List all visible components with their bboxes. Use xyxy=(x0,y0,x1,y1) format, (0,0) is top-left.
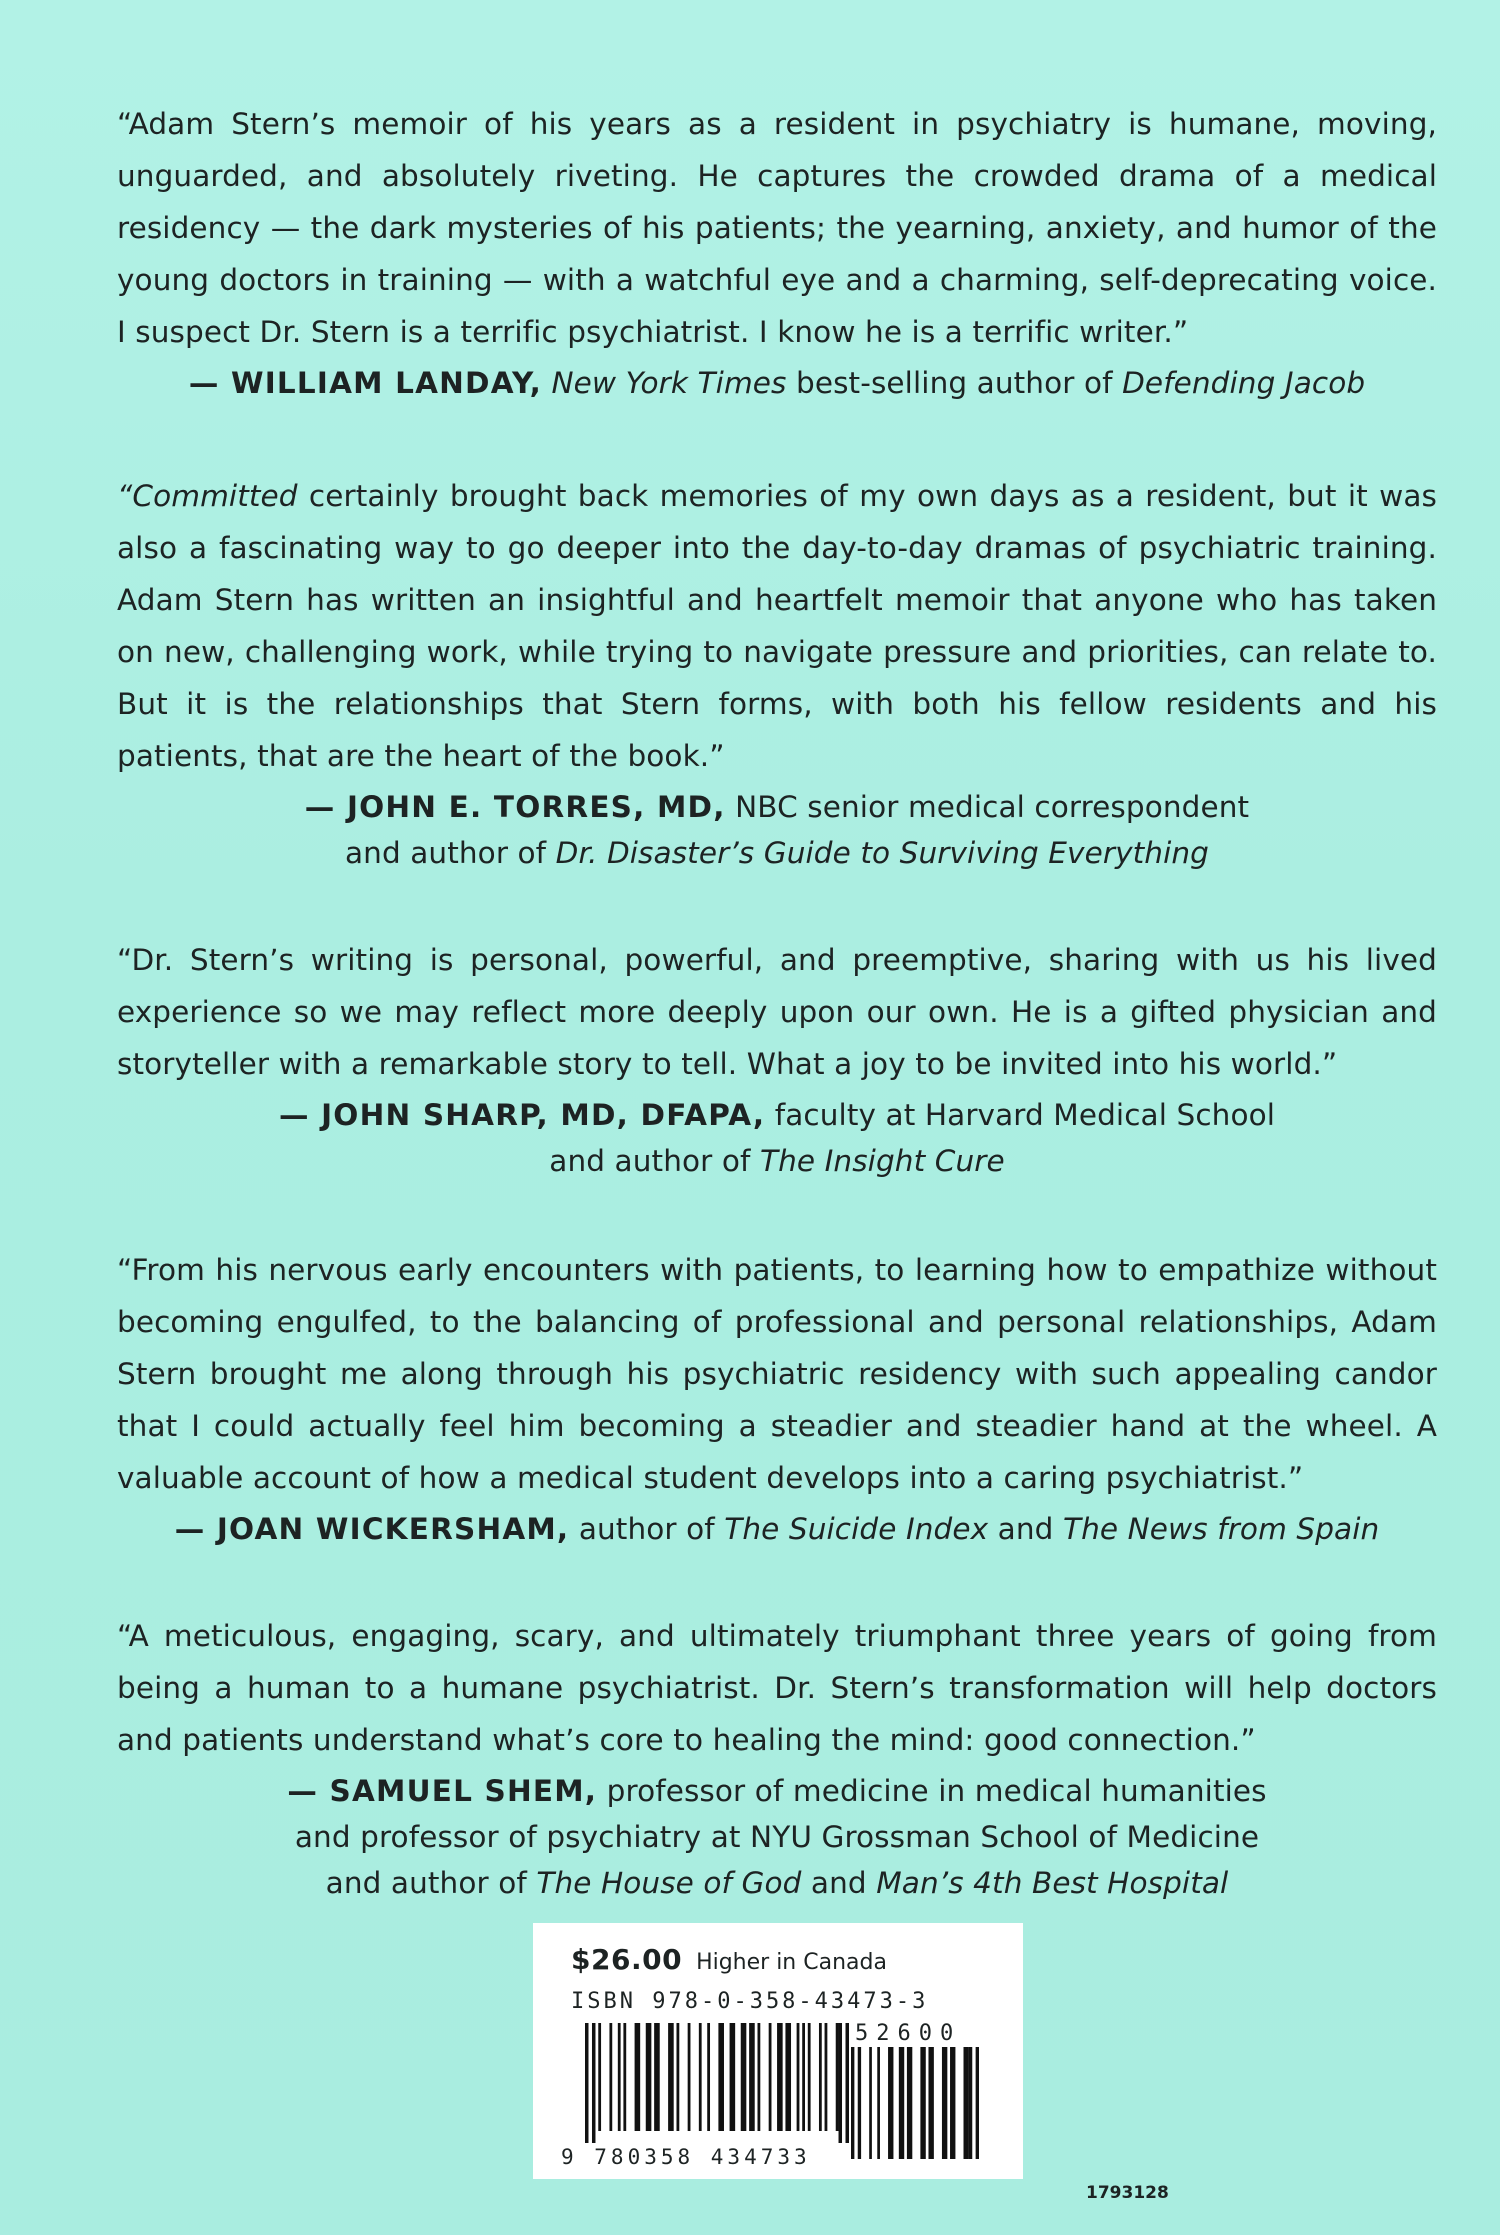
blurb-credit-line-1: NBC senior medical correspondent xyxy=(725,790,1250,824)
blurb-credit-book-2: Man’s 4th Best Hospital xyxy=(876,1866,1229,1900)
blurb-sharp xyxy=(117,934,1437,1184)
blurb-quote: “A meticulous, engaging, scary, and ultimately triumphant three years of going from being a human to a humane psychiatrist. Dr. Stern’s transformation will help doctors and patients understand what’s core to healing the mind: good connection.” xyxy=(117,1619,1437,1757)
blurb-credit-book: Dr. Disaster’s Guide to Surviving Everything xyxy=(555,836,1210,870)
barcode-bar xyxy=(707,2023,710,2131)
blurb-quote-text: certainly brought back memories of my own days as a resident, but it was also a fascinating way to go deeper into the day-to-day dramas of psychiatric training. Adam Stern has written an insightful and heartfelt memoir that anyone who has taken on new, challenging work, while trying to navigate pressure and priorities, can relate to. But it is the relationships that Stern forms, with both his fellow residents and his patients, that are the heart of the book.” xyxy=(117,479,1437,773)
barcode-panel xyxy=(533,1923,1023,2179)
barcode-bar xyxy=(825,2023,828,2131)
addon-barcode xyxy=(851,2047,979,2159)
barcode-bar xyxy=(718,2023,724,2131)
barcode-bar xyxy=(598,2023,601,2131)
blurb-credit-book-2: The News from Spain xyxy=(1062,1512,1380,1546)
blurb-credit-book: Defending Jacob xyxy=(1122,366,1366,400)
blurb-credit-line-1: faculty at Harvard Medical School xyxy=(765,1098,1276,1132)
barcode-bar xyxy=(942,2047,947,2159)
barcode-bar xyxy=(808,2023,811,2131)
barcode-bar xyxy=(819,2023,822,2131)
blurb-attribution xyxy=(117,784,1437,876)
blurb-credit-prefix: and author of xyxy=(344,836,556,870)
barcode-bar xyxy=(869,2047,872,2159)
blurb-torres xyxy=(117,470,1437,876)
addon-digits: 52600 xyxy=(855,2021,962,2046)
ean-digits: 9 780358 434733 xyxy=(561,2145,811,2169)
barcode-bar xyxy=(646,2023,652,2131)
ean-barcode xyxy=(585,2023,849,2143)
barcode-bar xyxy=(592,2023,595,2143)
blurb-credit-publication: New York Times xyxy=(551,366,787,400)
blurb-landay xyxy=(117,98,1437,406)
blurb-attribution xyxy=(117,1506,1437,1552)
blurb-author-name: — JOHN SHARP, MD, DFAPA, xyxy=(278,1098,766,1132)
blurb-credit-book-1: The Suicide Index xyxy=(724,1512,989,1546)
barcode-bar xyxy=(797,2023,800,2131)
barcode-bar xyxy=(920,2047,925,2159)
blurb-credit-text: best-selling author of xyxy=(786,366,1123,400)
barcode-bar xyxy=(785,2023,791,2131)
blurb-quote-title: “Committed xyxy=(117,479,298,513)
blurb-credit-line-2: and professor of psychiatry at NYU Grossman School of Medicine xyxy=(294,1820,1260,1854)
barcode-bar xyxy=(950,2047,955,2159)
barcode-bar xyxy=(969,2047,972,2159)
blurb-quote: “Adam Stern’s memoir of his years as a resident in psychiatry is humane, moving, unguarded, and absolutely riveting. He captures the crowded drama of a medical residency — the dark mysteries of his patients; the yearning, anxiety, and humor of the young doctors in training — with a watchful eye and a charming, self-deprecating voice. I suspect Dr. Stern is a terrific psychiatrist. I know he is a terrific writer.” xyxy=(117,107,1437,349)
barcode-bar xyxy=(635,2023,641,2131)
isbn-text: ISBN 978-0-358-43473-3 xyxy=(571,1989,929,2014)
barcode-bar xyxy=(741,2023,747,2131)
blurb-quote: “Dr. Stern’s writing is personal, powerful, and preemptive, sharing with us his lived experience so we may reflect more deeply upon our own. He is a gifted physician and storyteller with a remarkable story to tell. What a joy to be invited into his world.” xyxy=(117,943,1437,1081)
price-line xyxy=(571,1943,887,1976)
barcode-bar xyxy=(802,2023,805,2131)
catalog-number: 1793128 xyxy=(1086,2183,1169,2203)
barcode-bar xyxy=(688,2023,691,2131)
barcode-bar xyxy=(699,2023,702,2131)
blurb-credit-line-1: professor of medicine in medical humanities xyxy=(597,1774,1267,1808)
barcode-bar xyxy=(907,2047,912,2159)
barcode-bar xyxy=(888,2047,893,2159)
barcode-bar xyxy=(964,2047,969,2159)
blurb-author-name: — SAMUEL SHEM, xyxy=(287,1774,598,1808)
barcode-bar xyxy=(668,2023,674,2131)
blurb-author-name: — WILLIAM LANDAY, xyxy=(188,366,543,400)
blurb-credit-text: and xyxy=(801,1866,877,1900)
barcode-bar xyxy=(899,2047,904,2159)
barcode-bar xyxy=(676,2023,679,2131)
blurb-credit-prefix: author of xyxy=(569,1512,725,1546)
blurb-author-name: — JOHN E. TORRES, MD, xyxy=(304,790,726,824)
barcode-bar xyxy=(749,2023,755,2131)
barcode-bar xyxy=(585,2023,588,2143)
blurb-attribution xyxy=(117,1768,1437,1906)
price-note: Higher in Canada xyxy=(696,1950,887,1975)
barcode-bar xyxy=(836,2023,839,2131)
barcode-bar xyxy=(730,2023,736,2131)
price: $26.00 xyxy=(571,1943,683,1976)
barcode-bar xyxy=(623,2023,626,2131)
blurb-attribution xyxy=(117,360,1437,406)
barcode-bar xyxy=(846,2023,849,2143)
blurb-quote xyxy=(117,470,1437,782)
barcode-bar xyxy=(877,2047,880,2159)
barcode-bar xyxy=(618,2023,621,2131)
barcode-bar xyxy=(777,2023,783,2131)
barcode-bar xyxy=(609,2023,612,2131)
barcode-bar xyxy=(839,2023,842,2143)
blurb-credit-book: The Insight Cure xyxy=(759,1144,1005,1178)
barcode-bar xyxy=(928,2047,933,2159)
blurb-attribution xyxy=(117,1092,1437,1184)
blurb-wickersham xyxy=(117,1244,1437,1552)
blurb-shem xyxy=(117,1610,1437,1906)
barcode-bar xyxy=(976,2047,979,2159)
blurb-credit-book-1: The House of God xyxy=(536,1866,802,1900)
blurb-quote: “From his nervous early encounters with patients, to learning how to empathize without becoming engulfed, to the balancing of professional and personal relationships, Adam Stern brought me along through his psychiatric residency with such appealing candor that I could actually feel him becoming a steadier and steadier hand at the wheel. A valuable account of how a medical student develops into a caring psychiatrist.” xyxy=(117,1253,1437,1495)
barcode-bar xyxy=(769,2023,772,2131)
barcode-bar xyxy=(858,2047,861,2159)
blurb-author-name: — JOAN WICKERSHAM, xyxy=(174,1512,570,1546)
blurb-credit-prefix: and author of xyxy=(549,1144,760,1178)
blurb-credit-text: and xyxy=(988,1512,1063,1546)
blurb-credit-prefix: and author of xyxy=(325,1866,537,1900)
barcode-bar xyxy=(851,2047,854,2159)
barcode-bar xyxy=(758,2023,761,2131)
barcode-bar xyxy=(654,2023,660,2131)
